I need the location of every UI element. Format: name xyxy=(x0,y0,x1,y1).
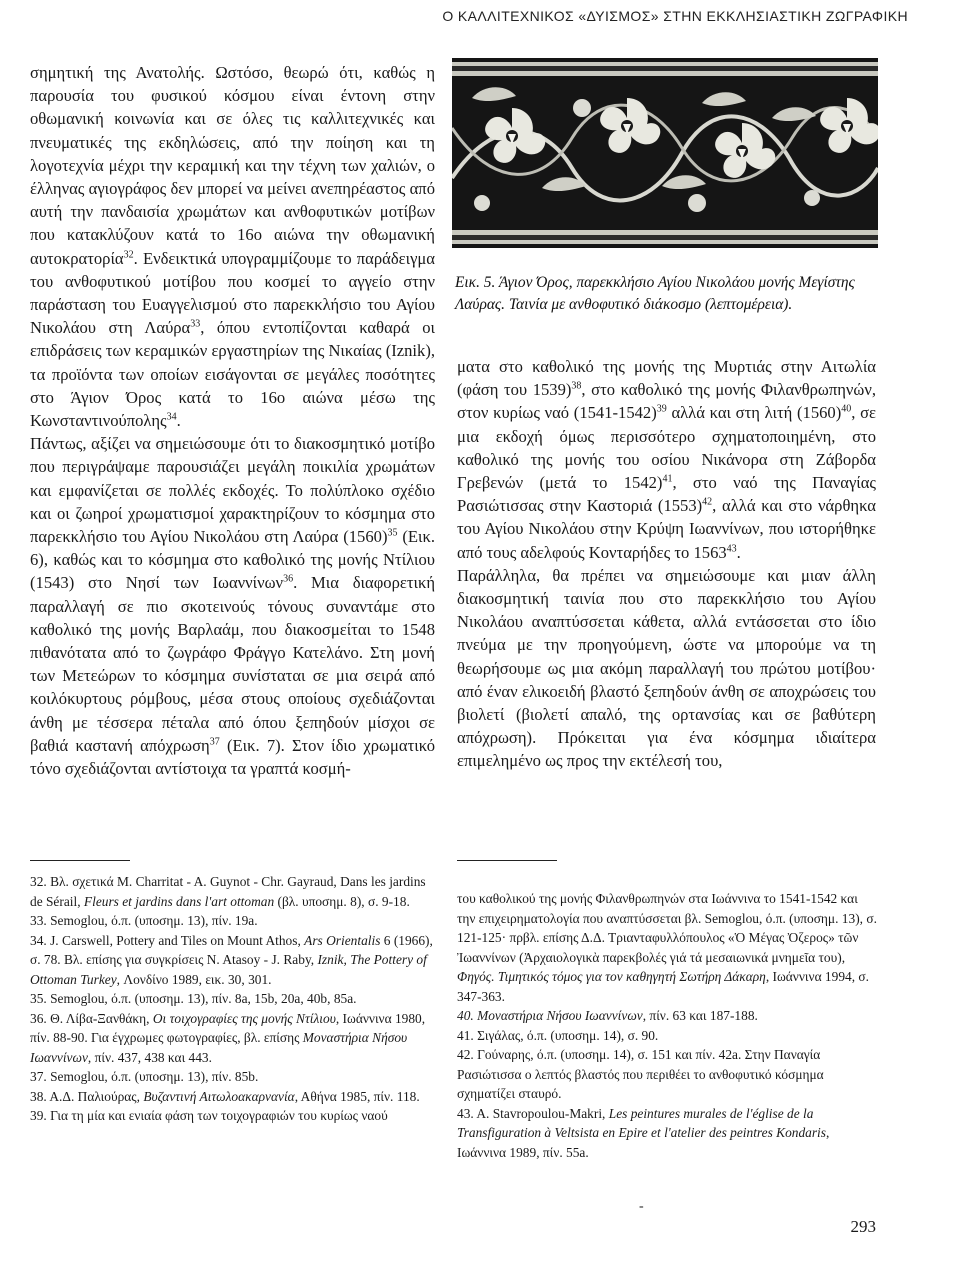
footnote-33: 33. Semoglou, ό.π. (υποσημ. 13), πίν. 19a. xyxy=(30,913,258,928)
footnote-42: 42. Γούναρης, ό.π. (υποσημ. 14), σ. 151 και πίν. 42a. Στην Παναγία Ρασιώτισσα ο λεπτός βλαστός που περιθέει το ανθοφυτικό κόσμημα σχηματίζει σταυρό. xyxy=(457,1047,824,1101)
footnote-rule-left xyxy=(30,860,130,861)
figure-floral-band-photo xyxy=(452,58,878,248)
floral-ornament-picture xyxy=(452,58,878,248)
footnote-39-cont: του καθολικού της μονής Φιλανθρωπηνών στα Ιωάννινα το 1541-1542 και την επιχειρηματολογία που αναπτύσσεται βλ. Semoglou, ό.π. (υποσημ. 13), σ. 121-125· πρβλ. επίσης Δ.Δ. Τριανταφυλλόπουλος «Ὁ Μέγας Ὀζερος» τῶν Ἰωαννίνων (Ἀρχαιολογικὰ παρεκβολές γιά τά μεσαιωνικά μνημεῖα του), Φηγός. Τιμητικός τόμος για τον καθηγητή Σωτήρη Δάκαρη, Ιωάννινα 1994, σ. 347-363. xyxy=(457,891,877,1004)
paragraph: ματα στο καθολικό της μονής της Μυρτιάς στην Αιτωλία (φάση του 1539)$^{38}$, στο καθολικό της μονής Φιλανθρωπηνών, στον κυρίως ναό (1541-1542)$^{39}$ αλλά και στη λιτή $(1560)^{40}$, σε μια εκδοχή όμως περισσότερο σχηματοποιημένη, στο καθολικό της μονής του οσίου Νικάνορα στη Ζάβορδα Γρεβενών (μετά το 1542)$^{41}$, στο ναό της Παναγίας Ρασιώτισσας στην Καστοριά $(1553)^{42}$, αλλά και στο νάρθηκα του Αγίου Νικολάου στην Κρύψη Ιωαννίνων, που ιστορήθηκε από τους αδελφούς Κονταρήδες το 1563$^{43}$. xyxy=(457,357,877,562)
footnote-35: 35. Semoglou, ό.π. (υποσημ. 13), πίν. 8a, 15b, 20a, 40b, 85a. xyxy=(30,991,357,1006)
footnotes-right xyxy=(457,889,877,1162)
paragraph: Παράλληλα, θα πρέπει να σημειώσουμε και μιαν άλλη διακοσμητική ταινία που στο παρεκκλήσιο του Αγίου Νικολάου αναπτύσσεται κάθετα, αλλά εντάσσεται στο ίδιο πνεύμα με την προηγούμενη, ώστε να μπορούμε να τη θεωρήσουμε ως μια ακόμη παραλλαγή του πρώτου μοτίβου· από έναν ελικοειδή βλαστό ξεπηδούν άνθη σε αποχρώσεις του βιολετί (βιολετί απαλό, της ορτανσίας και σε βαθύτερη απόχρωση). Πρόκειται για ένα κόσμημα ιδιαίτερα επιμελημένο ως προς την εκτέλεσή του, xyxy=(457,565,876,771)
paragraph: σημητική της Ανατολής. Ωστόσο, θεωρώ ότι, καθώς η παρουσία του φυσικού κόσμου είναι έντονη στην οθωμανική κοινωνία και σε όλες τις καλλιτεχνικές και πνευματικές της εκδηλώσεις, από την ποίηση και τη λογοτεχνία μέχρι την κεραμική και την τέχνη των χαλιών, ο έλληνας αγιογράφος δεν μπορεί να μείνει ανεπηρέαστος από αυτή την πανδαισία χρωμάτων και ανθοφυτικών μοτίβων που κατακλύζουν κατά το 16ο αιώνα την οθωμανική αυτοκρατορία$^{32}$. Ενδεικτικά υπογραμμίζουμε το παράδειγμα του ανθοφυτικού μοτίβου που κοσμεί το αγγείο στην παράσταση του Ευαγγελισμού στο παρεκκλήσιο του Αγίου Νικολάου στη Λαύρα$^{33}$, όπου εντοπίζονται καθαρά οι επιδράσεις των κεραμικών εργαστηρίων της Νικαίας (Iznik), τα προϊόντα των οποίων εισάγονται σε μεγάλες ποσότητες στο Άγιον Όρος κατά το 16ο αιώνα μέσω της Κωνσταντινούπολης$^{34}$. xyxy=(30,63,435,431)
footnote-36: 36. Θ. Λίβα-Ξανθάκη, Οι τοιχογραφίες της μονής Ντίλιου, Ιωάννινα 1980, πίν. 88-90. Για έγχρωμες φωτογραφίες, βλ. επίσης Μοναστήρια Νήσου Ιωαννίνων, πίν. 437, 438 και 443. xyxy=(30,1010,426,1065)
footnote-43: 43. A. Stavropoulou-Makri, Les peintures murales de l'église de la Transfiguration à Veltsista en Epire et l'atelier des peintres Kondaris, Ιωάννινα 1989, πίν. 55a. xyxy=(457,1105,830,1160)
paragraph: Πάντως, αξίζει να σημειώσουμε ότι το διακοσμητικό μοτίβο που περιγράψαμε παρουσιάζει μεγάλη ποικιλία χρωμάτων και εμφανίζεται σε πολλές εκδοχές. Το πολύπλοκο σχέδιο και οι ζωηροί χρωματισμοί χαρακτηρίζουν το κόσμημα στο παρεκκλήσιο του Αγίου Νικολάου στη Λαύρα $(1560)^{35}$ (Εικ. 6), καθώς και το κόσμημα στο καθολικό της μονής Ντίλιου (1543) στο Νησί των Ιωαννίνων$^{36}$. Μια διαφορετική παραλλαγή σε πιο σκοτεινούς τόνους συναντάμε στο καθολικό της μονής Βαρλαάμ, που διακοσμείται το 1548 πιθανότατα από το ζωγράφο Φράγγο Κατελάνο. Στη μονή των Μετεώρων το κόσμημα συνίσταται σε μια σειρά από κοιλόκυρτους ρόμβους, μέσα στους οποίους σχεδιάζονται άνθη με τέσσερα πέταλα από όπου ξεπηδούν μίσχοι σε βαθιά καστανή απόχρωση$^{37}$ (Εικ. 7). Στον ίδιο χρωματικό τόνο σχεδιάζονται αντίστοιχα τα γραπτά κοσμή- xyxy=(30,434,435,779)
footnote-41: 41. Σιγάλας, ό.π. (υποσημ. 14), σ. 90. xyxy=(457,1027,659,1043)
footnote-39: 39. Για τη μία και ενιαία φάση των τοιχογραφιών του κυρίως ναού xyxy=(30,1108,388,1123)
footnotes-left xyxy=(30,872,435,1126)
stray-mark: - xyxy=(639,1199,644,1214)
main-text-left-column xyxy=(30,61,435,780)
figure-caption: Εικ. 5. Άγιον Όρος, παρεκκλήσιο Αγίου Νικολάου μονής Μεγίστης Λαύρας. Ταινία με ανθοφυτικό διάκοσμο (λεπτομέρεια). xyxy=(455,274,855,313)
footnote-40: 40. Μοναστήρια Νήσου Ιωαννίνων, πίν. 63 και 187-188. xyxy=(457,1008,758,1023)
footnote-34: 34. J. Carswell, Pottery and Tiles on Mount Athos, Ars Orientalis 6 (1966), σ. 78. Βλ. επίσης για συγκρίσεις N. Atasoy - J. Raby, Iznik, The Pottery of Ottoman Turkey, Λονδίνο 1989, εικ. 30, 301. xyxy=(30,932,433,987)
footnote-37: 37. Semoglou, ό.π. (υποσημ. 13), πίν. 85b. xyxy=(30,1069,259,1084)
page-number: 293 xyxy=(850,1217,876,1236)
footnote-rule-right xyxy=(457,860,557,861)
footnote-32: 32. Βλ. σχετικά M. Charritat - A. Guynot - Chr. Gayraud, Dans les jardins de Sérail, Fleurs et jardins dans l'art ottoman (βλ. υποσημ. 8), σ. 9-18. xyxy=(30,874,426,909)
main-text-right-column xyxy=(457,355,876,773)
footnote-38: 38. Α.Δ. Παλιούρας, Βυζαντινή Αιτωλοακαρνανία, Αθήνα 1985, πίν. 118. xyxy=(30,1088,420,1104)
running-head: Ο ΚΑΛΛΙΤΕΧΝΙΚΟΣ «ΔΥΙΣΜΟΣ» ΣΤΗΝ ΕΚΚΛΗΣΙΑΣΤΙΚΗ ΖΩΓΡΑΦΙΚΗ xyxy=(442,8,908,24)
